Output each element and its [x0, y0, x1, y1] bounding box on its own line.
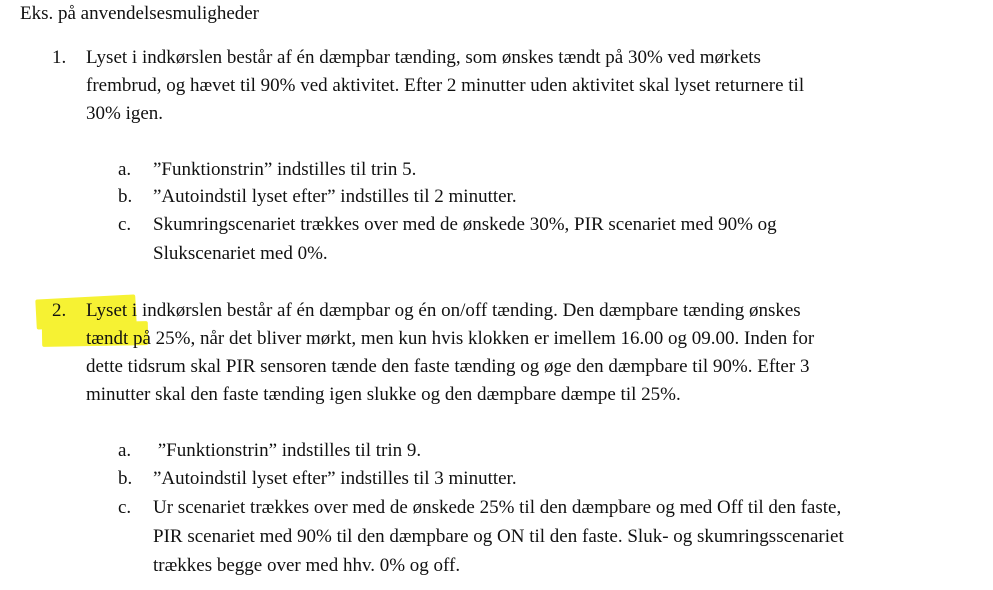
item-2c-text-3: trækkes begge over med hhv. 0% og off. [153, 555, 461, 576]
item-2-line-4: minutter skal den faste tænding igen slukke og den dæmpbare dæmpe til 25%. [86, 384, 681, 405]
item-1b-text: ”Autoindstil lyset efter” indstilles til 2 minutter. [153, 186, 517, 207]
item-1a-letter: a. [118, 159, 132, 180]
page-heading: Eks. på anvendelsesmuligheder [20, 3, 260, 24]
item-2-line-2: tændt på 25%, når det bliver mørkt, men kun hvis klokken er imellem 16.00 og 09.00. Inden for [86, 328, 815, 349]
item-2b-text: ”Autoindstil lyset efter” indstilles til 3 minutter. [153, 468, 517, 489]
item-1-line-1: Lyset i indkørslen består af én dæmpbar tænding, som ønskes tændt på 30% ved mørkets [86, 47, 761, 68]
item-2c-letter: c. [118, 497, 132, 518]
item-2-line-3: dette tidsrum skal PIR sensoren tænde den faste tænding og øge den dæmpbare til 90%. Efter 3 [86, 356, 810, 377]
item-1b-letter: b. [118, 186, 133, 207]
item-1-number: 1. [52, 47, 67, 68]
item-2a-letter: a. [118, 440, 132, 461]
item-2b-letter: b. [118, 468, 133, 489]
item-2c-text-2: PIR scenariet med 90% til den dæmpbare og ON til den faste. Sluk- og skumringsscenariet [153, 526, 844, 547]
item-1a-text: ”Funktionstrin” indstilles til trin 5. [153, 159, 417, 180]
item-1-line-3: 30% igen. [86, 103, 164, 124]
item-2a-text: ”Funktionstrin” indstilles til trin 9. [153, 440, 422, 461]
item-2-line-1: Lyset i indkørslen består af én dæmpbar og én on/off tænding. Den dæmpbare tænding ønskes [86, 300, 801, 321]
item-1c-text-1: Skumringscenariet trækkes over med de ønskede 30%, PIR scenariet med 90% og [153, 214, 777, 235]
item-2c-text-1: Ur scenariet trækkes over med de ønskede 25% til den dæmpbare og med Off til den faste, [153, 497, 842, 518]
item-2-number: 2. [52, 300, 67, 321]
item-1c-text-2: Slukscenariet med 0%. [153, 243, 328, 264]
item-1c-letter: c. [118, 214, 132, 235]
item-1-line-2: frembrud, og hævet til 90% ved aktivitet. Efter 2 minutter uden aktivitet skal lyset returnere til [86, 75, 805, 96]
